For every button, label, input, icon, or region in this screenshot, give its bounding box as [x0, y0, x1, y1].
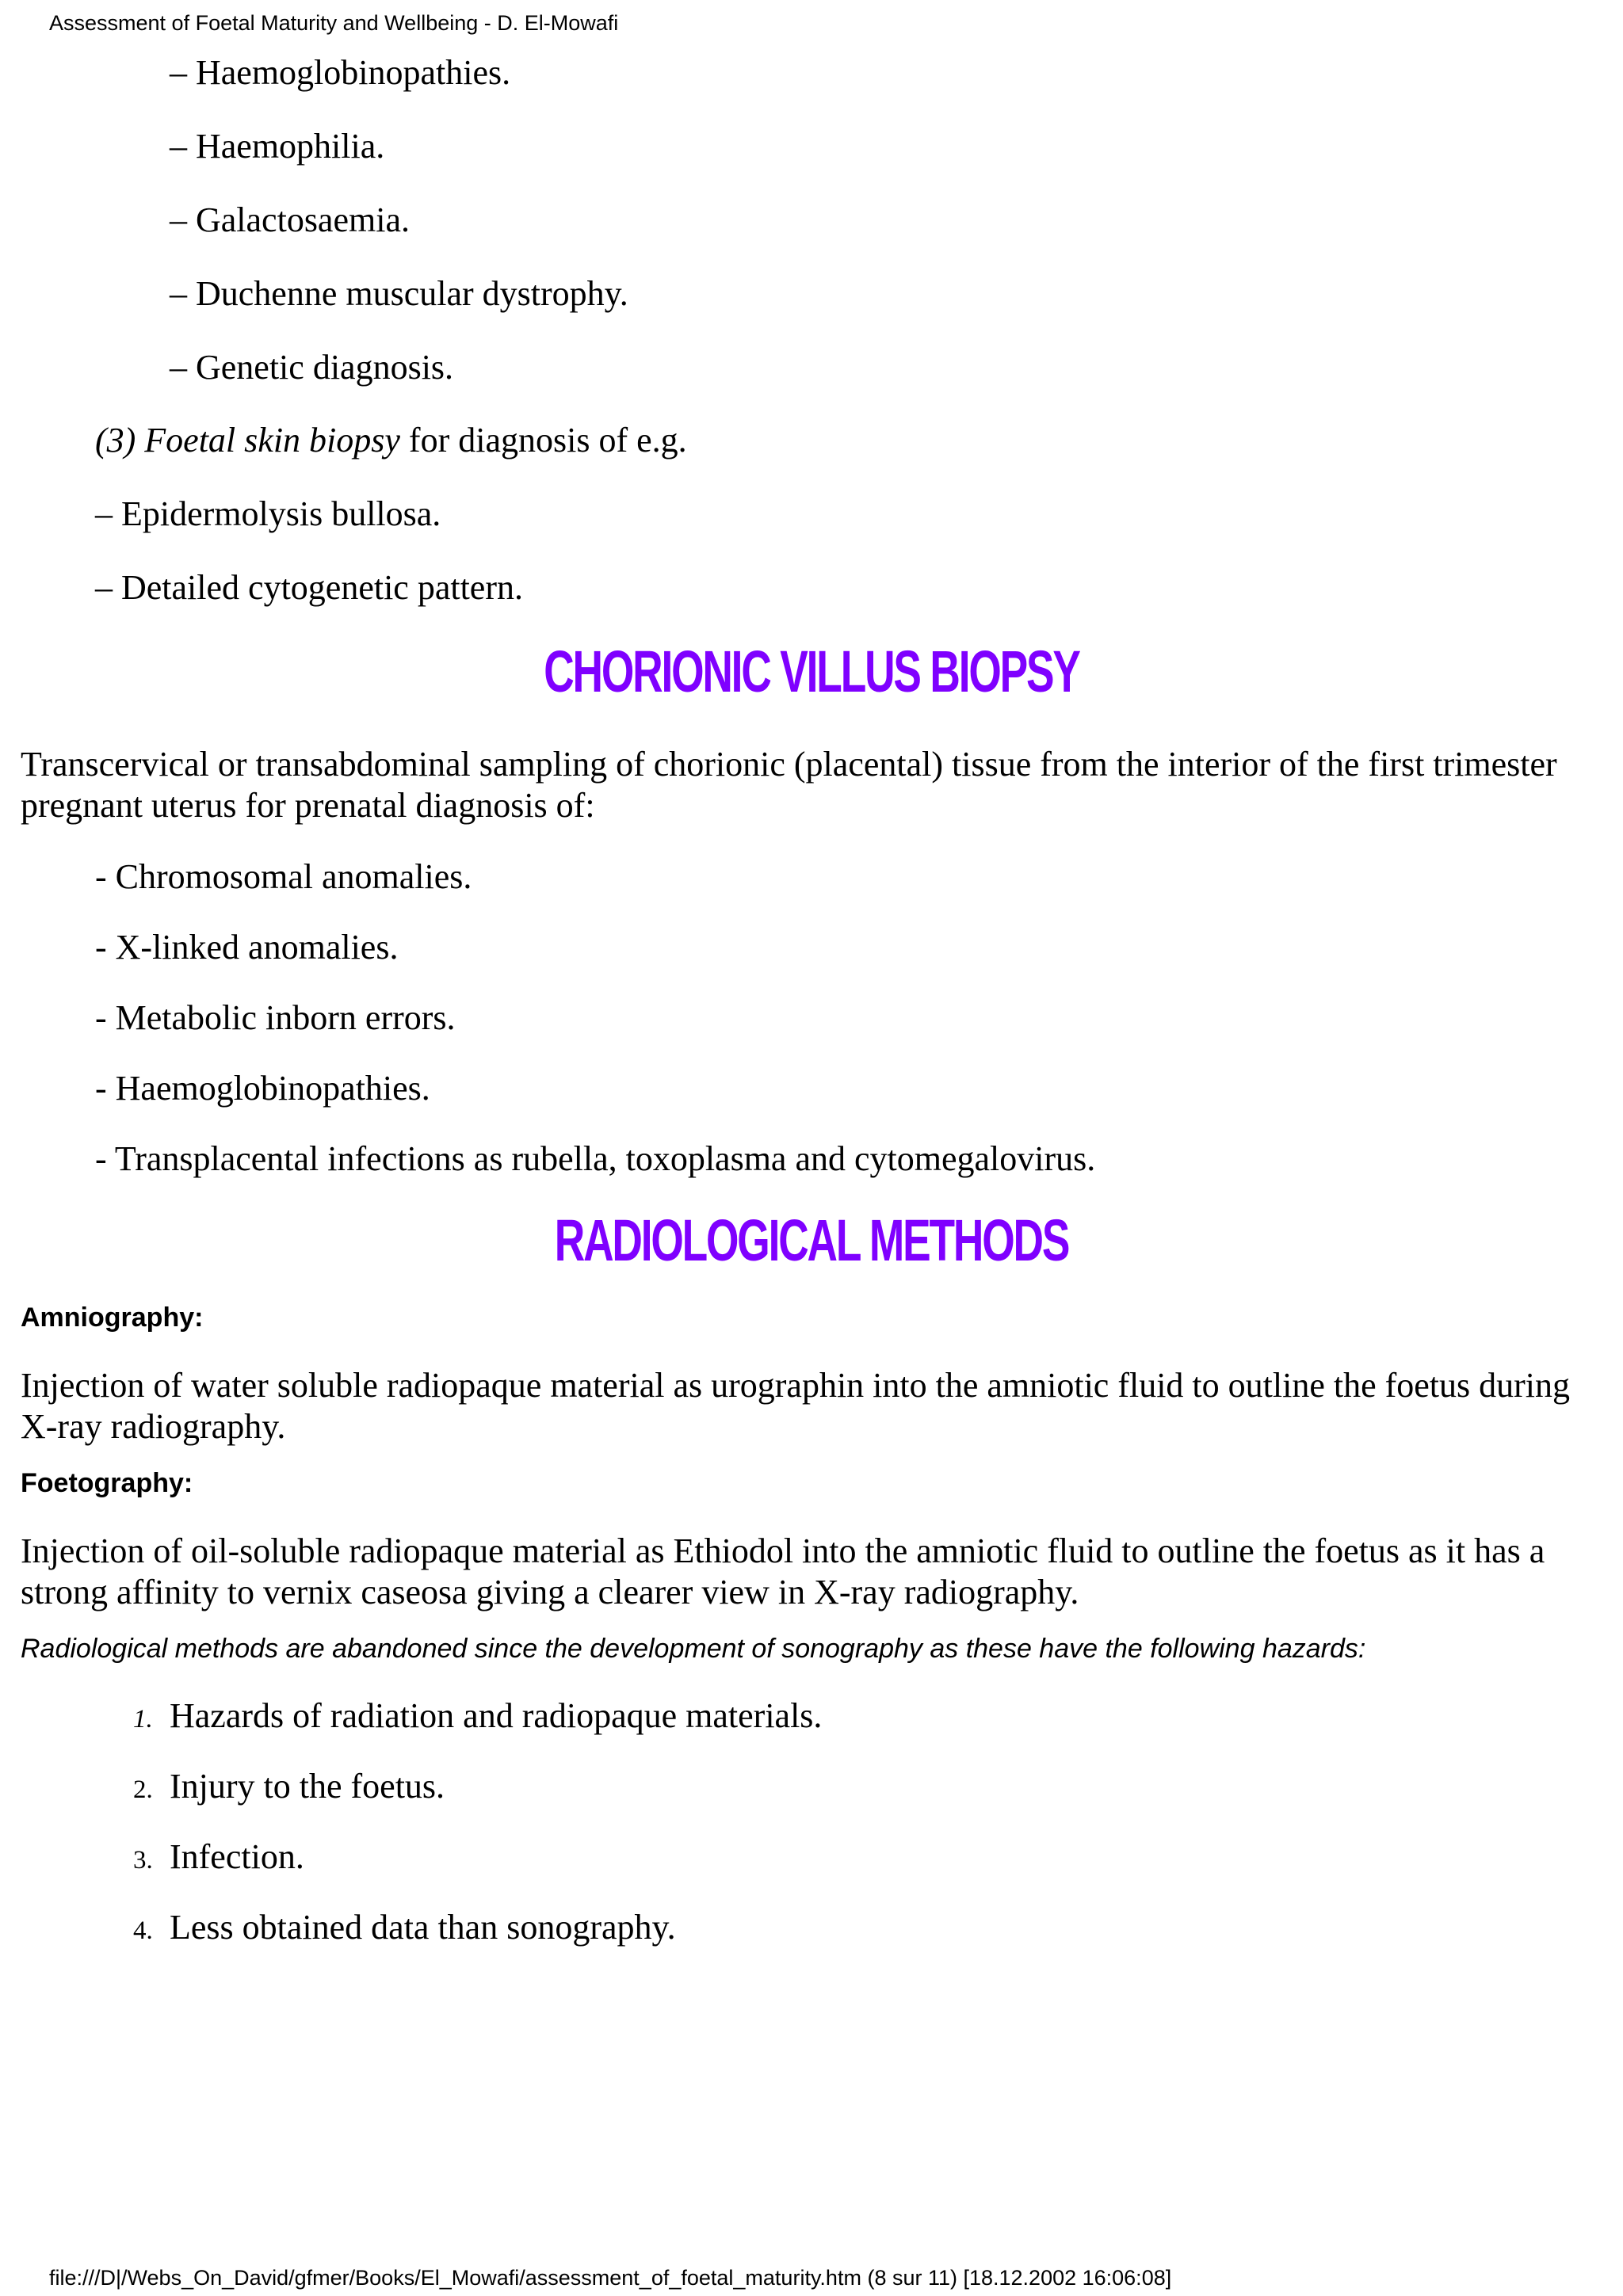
page-header: Assessment of Foetal Maturity and Wellbeing - D. El-Mowafi — [49, 11, 619, 35]
foetography-heading: Foetography: — [21, 1468, 193, 1498]
list-item: - Metabolic inborn errors. — [95, 998, 456, 1037]
amniography-heading: Amniography: — [21, 1302, 204, 1333]
hazard-number: 4. — [133, 1917, 153, 1945]
skin-biopsy-rest: for diagnosis of e.g. — [399, 421, 687, 460]
amniography-text: Injection of water soluble radiopaque material as urographin into the amniotic fluid to outline the foetus during X-ray radiography. — [21, 1366, 1571, 1446]
list-item: – Epidermolysis bullosa. — [95, 494, 441, 533]
foetography-text: Injection of oil-soluble radiopaque material as Ethiodol into the amniotic fluid to outline the foetus as it has a strong affinity to vernix caseosa giving a clearer view in X-ray radiography. — [21, 1531, 1545, 1611]
hazard-number: 3. — [133, 1846, 153, 1875]
list-item: – Haemoglobinopathies. — [170, 53, 511, 92]
hazard-item — [133, 1907, 676, 1947]
hazard-text: Hazards of radiation and radiopaque materials. — [170, 1696, 823, 1735]
list-item: – Galactosaemia. — [170, 200, 410, 239]
section-heading-cvb: CHORIONIC VILLUS BIOPSY — [544, 639, 1079, 704]
list-item: – Detailed cytogenetic pattern. — [95, 568, 523, 607]
hazard-text: Injury to the foetus. — [170, 1767, 445, 1806]
list-item: - Transplacental infections as rubella, toxoplasma and cytomegalovirus. — [95, 1139, 1096, 1178]
list-item: - X-linked anomalies. — [95, 928, 399, 967]
hazard-item — [133, 1836, 304, 1877]
hazard-item — [133, 1695, 822, 1736]
hazard-number: 1. — [133, 1705, 153, 1733]
list-item: – Haemophilia. — [170, 127, 385, 166]
list-item: - Haemoglobinopathies. — [95, 1069, 430, 1108]
list-item: – Duchenne muscular dystrophy. — [170, 274, 628, 313]
hazard-number: 2. — [133, 1775, 153, 1804]
skin-biopsy-title: (3) Foetal skin biopsy — [95, 421, 400, 460]
hazard-item — [133, 1766, 445, 1806]
list-item: – Genetic diagnosis. — [170, 348, 454, 387]
radiological-note: Radiological methods are abandoned since the development of sonography as these have the following hazards: — [21, 1634, 1366, 1664]
section-heading-radiological: RADIOLOGICAL METHODS — [554, 1207, 1069, 1273]
hazard-text: Infection. — [170, 1837, 304, 1876]
hazard-text: Less obtained data than sonography. — [170, 1908, 676, 1947]
list-item: - Chromosomal anomalies. — [95, 857, 472, 896]
cvb-intro: Transcervical or transabdominal sampling of chorionic (placental) tissue from the interior of the first trimester pregnant uterus for prenatal diagnosis of: — [21, 745, 1557, 825]
page-footer: file:///D|/Webs_On_David/gfmer/Books/El_Mowafi/assessment_of_foetal_maturity.htm (8 sur 11) [18.12.2002 16:06:08] — [49, 2266, 1172, 2290]
skin-biopsy-line — [95, 420, 687, 460]
